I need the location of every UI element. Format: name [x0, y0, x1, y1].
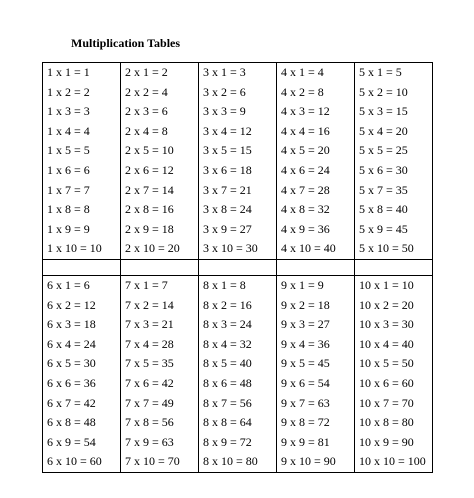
table-row — [43, 275, 433, 295]
table-cell: 4 x 7 = 28 — [277, 181, 355, 201]
table-cell: 7 x 8 = 56 — [121, 413, 199, 433]
table-cell: 10 x 2 = 20 — [355, 296, 433, 316]
table-cell: 3 x 4 = 12 — [199, 122, 277, 142]
table-cell: 6 x 4 = 24 — [43, 335, 121, 355]
table-cell: 4 x 2 = 8 — [277, 83, 355, 103]
table-cell: 6 x 3 = 18 — [43, 315, 121, 335]
spacer-cell — [43, 259, 121, 275]
table-cell: 1 x 6 = 6 — [43, 161, 121, 181]
table-cell: 5 x 8 = 40 — [355, 200, 433, 220]
table-cell: 6 x 6 = 36 — [43, 374, 121, 394]
table-row — [43, 394, 433, 414]
table-row — [43, 413, 433, 433]
table-cell: 5 x 7 = 35 — [355, 181, 433, 201]
table-cell: 7 x 10 = 70 — [121, 452, 199, 472]
table-row — [43, 315, 433, 335]
table-cell: 7 x 7 = 49 — [121, 394, 199, 414]
table-cell: 9 x 3 = 27 — [277, 315, 355, 335]
table-cell: 2 x 8 = 16 — [121, 200, 199, 220]
spacer-cell — [199, 259, 277, 275]
table-cell: 5 x 10 = 50 — [355, 239, 433, 259]
table-cell: 1 x 5 = 5 — [43, 141, 121, 161]
table-cell: 3 x 10 = 30 — [199, 239, 277, 259]
table-cell: 2 x 9 = 18 — [121, 220, 199, 240]
table-cell: 1 x 7 = 7 — [43, 181, 121, 201]
multiplication-table — [42, 62, 433, 473]
table-cell: 4 x 6 = 24 — [277, 161, 355, 181]
table-row — [43, 374, 433, 394]
table-row — [43, 239, 433, 259]
table-cell: 8 x 4 = 32 — [199, 335, 277, 355]
table-cell: 7 x 1 = 7 — [121, 275, 199, 295]
spacer-row — [43, 259, 433, 275]
table-cell: 7 x 9 = 63 — [121, 433, 199, 453]
table-cell: 3 x 3 = 9 — [199, 102, 277, 122]
table-cell: 7 x 5 = 35 — [121, 354, 199, 374]
table-cell: 6 x 5 = 30 — [43, 354, 121, 374]
table-cell: 5 x 1 = 5 — [355, 63, 433, 83]
table-cell: 9 x 4 = 36 — [277, 335, 355, 355]
table-block — [43, 275, 433, 472]
table-cell: 6 x 9 = 54 — [43, 433, 121, 453]
table-cell: 1 x 8 = 8 — [43, 200, 121, 220]
table-cell: 7 x 6 = 42 — [121, 374, 199, 394]
table-cell: 10 x 5 = 50 — [355, 354, 433, 374]
table-cell: 1 x 2 = 2 — [43, 83, 121, 103]
table-cell: 5 x 2 = 10 — [355, 83, 433, 103]
table-cell: 8 x 6 = 48 — [199, 374, 277, 394]
table-cell: 10 x 9 = 90 — [355, 433, 433, 453]
table-cell: 4 x 3 = 12 — [277, 102, 355, 122]
table-cell: 7 x 3 = 21 — [121, 315, 199, 335]
table-cell: 10 x 8 = 80 — [355, 413, 433, 433]
table-row — [43, 354, 433, 374]
table-cell: 8 x 1 = 8 — [199, 275, 277, 295]
table-row — [43, 122, 433, 142]
table-cell: 3 x 6 = 18 — [199, 161, 277, 181]
table-row — [43, 83, 433, 103]
table-cell: 9 x 2 = 18 — [277, 296, 355, 316]
table-cell: 10 x 4 = 40 — [355, 335, 433, 355]
table-cell: 9 x 9 = 81 — [277, 433, 355, 453]
table-cell: 8 x 10 = 80 — [199, 452, 277, 472]
table-cell: 4 x 4 = 16 — [277, 122, 355, 142]
page-title: Multiplication Tables — [71, 36, 181, 50]
table-cell: 4 x 5 = 20 — [277, 141, 355, 161]
spacer-cell — [277, 259, 355, 275]
table-cell: 3 x 1 = 3 — [199, 63, 277, 83]
table-cell: 4 x 1 = 4 — [277, 63, 355, 83]
table-cell: 3 x 5 = 15 — [199, 141, 277, 161]
table-cell: 3 x 9 = 27 — [199, 220, 277, 240]
table-cell: 10 x 10 = 100 — [355, 452, 433, 472]
table-cell: 2 x 3 = 6 — [121, 102, 199, 122]
table-cell: 6 x 10 = 60 — [43, 452, 121, 472]
table-cell: 8 x 7 = 56 — [199, 394, 277, 414]
table-cell: 9 x 5 = 45 — [277, 354, 355, 374]
table-cell: 9 x 1 = 9 — [277, 275, 355, 295]
table-cell: 2 x 7 = 14 — [121, 181, 199, 201]
table-row — [43, 102, 433, 122]
table-cell: 10 x 6 = 60 — [355, 374, 433, 394]
table-cell: 8 x 9 = 72 — [199, 433, 277, 453]
table-cell: 1 x 1 = 1 — [43, 63, 121, 83]
table-cell: 2 x 6 = 12 — [121, 161, 199, 181]
table-row — [43, 296, 433, 316]
table-row — [43, 220, 433, 240]
table-cell: 4 x 8 = 32 — [277, 200, 355, 220]
table-cell: 9 x 6 = 54 — [277, 374, 355, 394]
table-row — [43, 200, 433, 220]
table-cell: 6 x 8 = 48 — [43, 413, 121, 433]
table-row — [43, 433, 433, 453]
table-cell: 3 x 7 = 21 — [199, 181, 277, 201]
table-row — [43, 141, 433, 161]
table-cell: 1 x 3 = 3 — [43, 102, 121, 122]
table-cell: 5 x 3 = 15 — [355, 102, 433, 122]
table-cell: 2 x 2 = 4 — [121, 83, 199, 103]
table-cell: 8 x 3 = 24 — [199, 315, 277, 335]
table-cell: 2 x 1 = 2 — [121, 63, 199, 83]
table-row — [43, 63, 433, 83]
table-cell: 5 x 9 = 45 — [355, 220, 433, 240]
table-cell: 9 x 10 = 90 — [277, 452, 355, 472]
table-cell: 9 x 8 = 72 — [277, 413, 355, 433]
table-cell: 10 x 7 = 70 — [355, 394, 433, 414]
table-cell: 6 x 2 = 12 — [43, 296, 121, 316]
table-cell: 7 x 4 = 28 — [121, 335, 199, 355]
spacer-cell — [121, 259, 199, 275]
table-row — [43, 161, 433, 181]
table-cell: 7 x 2 = 14 — [121, 296, 199, 316]
table-cell: 1 x 4 = 4 — [43, 122, 121, 142]
table-cell: 10 x 1 = 10 — [355, 275, 433, 295]
table-cell: 3 x 8 = 24 — [199, 200, 277, 220]
table-cell: 8 x 5 = 40 — [199, 354, 277, 374]
table-cell: 3 x 2 = 6 — [199, 83, 277, 103]
table-cell: 1 x 9 = 9 — [43, 220, 121, 240]
table-cell: 5 x 5 = 25 — [355, 141, 433, 161]
table-cell: 9 x 7 = 63 — [277, 394, 355, 414]
table-cell: 2 x 10 = 20 — [121, 239, 199, 259]
table-cell: 8 x 8 = 64 — [199, 413, 277, 433]
table-cell: 5 x 4 = 20 — [355, 122, 433, 142]
table-cell: 6 x 7 = 42 — [43, 394, 121, 414]
spacer-cell — [355, 259, 433, 275]
table-cell: 8 x 2 = 16 — [199, 296, 277, 316]
table-block — [43, 63, 433, 260]
table-cell: 4 x 10 = 40 — [277, 239, 355, 259]
table-cell: 6 x 1 = 6 — [43, 275, 121, 295]
table-cell: 4 x 9 = 36 — [277, 220, 355, 240]
table-spacer — [43, 259, 433, 275]
table-row — [43, 452, 433, 472]
table-cell: 10 x 3 = 30 — [355, 315, 433, 335]
table-cell: 2 x 5 = 10 — [121, 141, 199, 161]
table-row — [43, 335, 433, 355]
table-cell: 2 x 4 = 8 — [121, 122, 199, 142]
table-cell: 1 x 10 = 10 — [43, 239, 121, 259]
table-row — [43, 181, 433, 201]
table-cell: 5 x 6 = 30 — [355, 161, 433, 181]
